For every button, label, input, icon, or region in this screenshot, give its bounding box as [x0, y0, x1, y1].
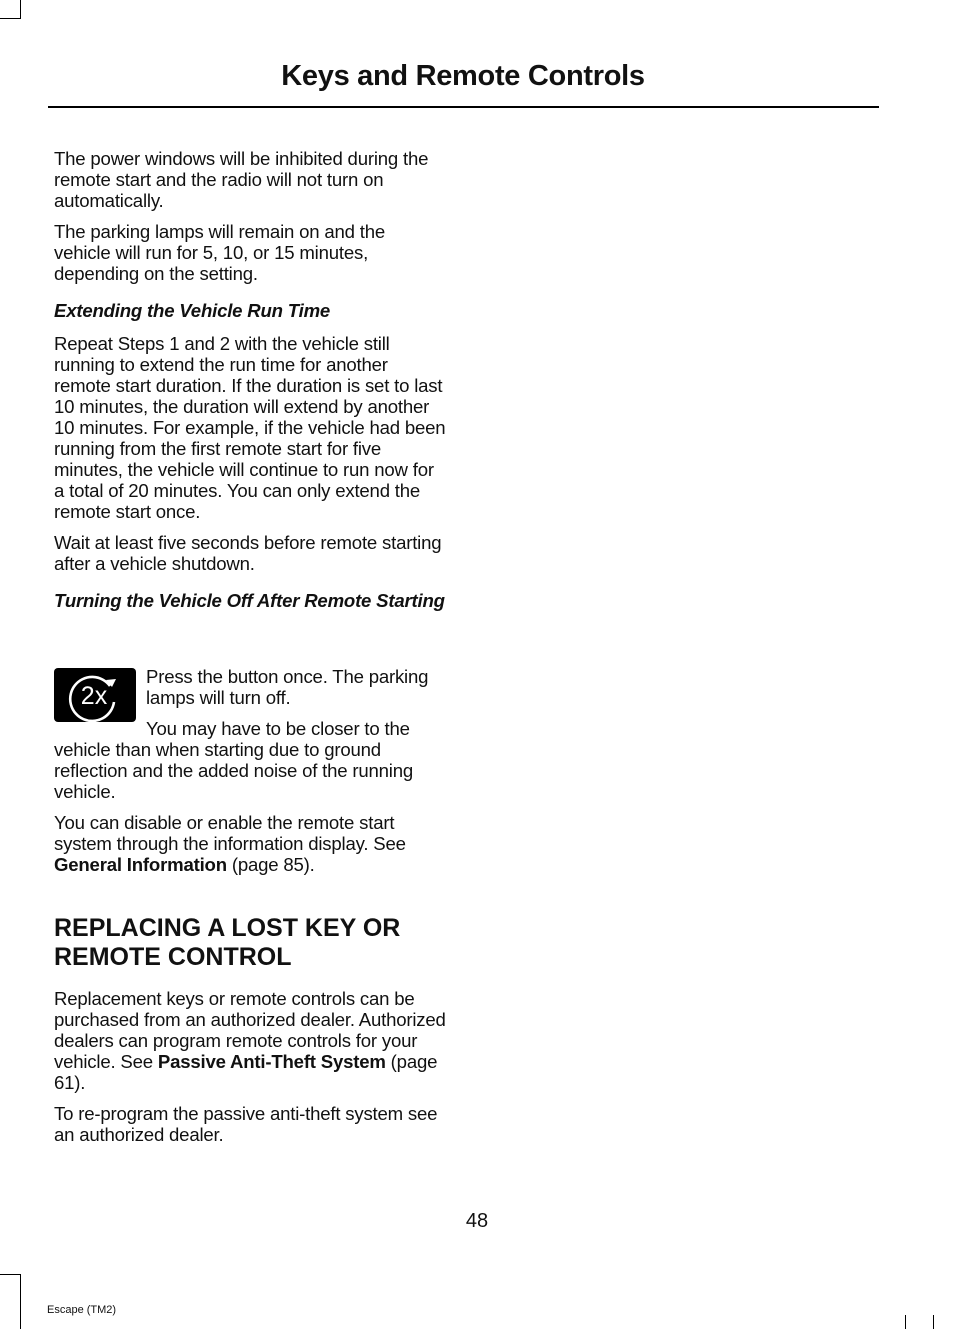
link-passive-anti-theft[interactable]: Passive Anti-Theft System [157, 1051, 386, 1072]
paragraph-repeat-steps: Repeat Steps 1 and 2 with the vehicle still running to extend the run time for another remote start duration. If the duration is set to last 10 minutes, the duration will extend by another 10 minutes. For example, if the vehicle had been running from the first remote start for five minutes, the vehicle will continue to run now for a total of 20 minutes. You can only extend the remote start once. [54, 333, 446, 522]
page-title: Keys and Remote Controls [281, 60, 645, 92]
paragraph-replacement-text: Replacement keys or remote controls can be purchased from an authorized dealer. Authorized dealers can program remote controls for your vehicle. See [54, 988, 446, 1072]
crop-mark-top-left-h [0, 18, 21, 19]
paragraph-wait: Wait at least five seconds before remote starting after a vehicle shutdown. [54, 532, 442, 574]
paragraph-disable-remote [54, 812, 446, 875]
subheading-turning-off: Turning the Vehicle Off After Remote Starting [54, 590, 445, 611]
remote-button-2x-icon [54, 668, 136, 722]
link-general-information[interactable]: General Information [54, 854, 227, 875]
text-column-middle [54, 718, 446, 885]
paragraph-power-windows: The power windows will be inhibited during the remote start and the radio will not turn on automatically. [54, 148, 429, 211]
icon-label-2x: 2x [80, 682, 108, 710]
crop-mark-top-left-v [20, 0, 21, 18]
paragraph-disable-page: (page 85). [226, 854, 315, 875]
paragraph-parking-lamps: The parking lamps will remain on and the vehicle will run for 5, 10, or 15 minutes, depending on the setting. [54, 221, 385, 284]
paragraph-reprogram: To re-program the passive anti-theft system see an authorized dealer. [54, 1103, 438, 1145]
crop-mark-bottom-right-tick-2 [933, 1315, 934, 1329]
text-column-press [146, 666, 446, 718]
text-column-top [54, 148, 446, 620]
crop-mark-bottom-right-tick-1 [905, 1315, 906, 1329]
paragraph-disable-text: You can disable or enable the remote start system through the information display. See [54, 812, 406, 854]
subheading-extending-run-time: Extending the Vehicle Run Time [54, 300, 331, 321]
footer-model-label: Escape (TM2) [47, 1304, 117, 1316]
circular-arrow-icon [54, 668, 136, 722]
paragraph-closer: You may have to be closer to the vehicle than when starting due to ground reflection and the added noise of the running vehicle. [54, 718, 414, 802]
crop-mark-bottom-left-h [0, 1274, 20, 1275]
section-heading-line-2: REMOTE CONTROL [54, 943, 292, 971]
paragraph-replacement [54, 988, 446, 1093]
header-rule [48, 106, 879, 108]
section-heading-line-1: REPLACING A LOST KEY OR [54, 914, 401, 942]
paragraph-replacement-page: (page 61). [54, 1051, 438, 1093]
paragraph-press-button: Press the button once. The parking lamps will turn off. [146, 666, 429, 708]
crop-mark-bottom-left-tick [20, 1315, 21, 1329]
page-number: 48 [465, 1210, 489, 1232]
section-replacing [54, 914, 446, 1155]
